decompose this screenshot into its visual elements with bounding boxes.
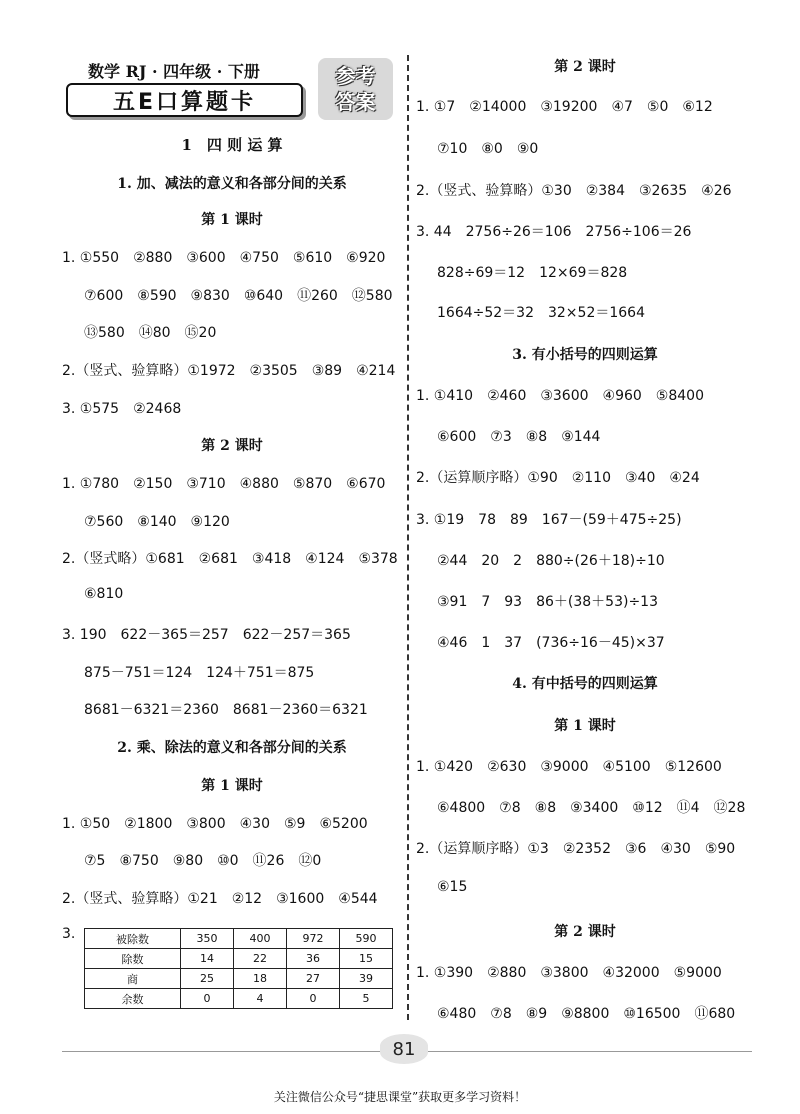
- answer-line: 2.（竖式、验算略）①21 ②12 ③1600 ④544: [62, 891, 378, 907]
- answer-line: 3. 190 622－365＝257 622－257＝365: [62, 627, 351, 643]
- answer-line: 1. ①780 ②150 ③710 ④880 ⑤870 ⑥670: [62, 476, 386, 492]
- table-cell: 590: [340, 929, 393, 949]
- answer-badge-line-1: 参考: [335, 64, 376, 88]
- answer-line: 2.（竖式略）①681 ②681 ③418 ④124 ⑤378: [62, 551, 398, 567]
- column-divider: [407, 55, 409, 1020]
- table-cell: 余数: [85, 989, 181, 1009]
- answer-line: ⑬580 ⑭80 ⑮20: [84, 325, 217, 341]
- answer-line: 2.（运算顺序略）①90 ②110 ③40 ④24: [416, 470, 700, 486]
- answer-line: 1. ①420 ②630 ③9000 ④5100 ⑤12600: [416, 759, 722, 775]
- table-row: [85, 969, 393, 989]
- answer-line: 2.（运算顺序略）①3 ②2352 ③6 ④30 ⑤90: [416, 841, 736, 857]
- table-cell: 被除数: [85, 929, 181, 949]
- table-cell: 36: [287, 949, 340, 969]
- answer-line: 828÷69＝12 12×69＝828: [437, 265, 628, 281]
- table-cell: 22: [234, 949, 287, 969]
- lesson-title: 第 2 课时: [554, 924, 616, 940]
- table-cell: 14: [181, 949, 234, 969]
- answer-line: 3. ①19 78 89 167－(59＋475÷25): [416, 512, 682, 528]
- table-cell: 4: [234, 989, 287, 1009]
- answer-line: ⑦560 ⑧140 ⑨120: [84, 514, 230, 530]
- answer-line: ④46 1 37 (736÷16－45)×37: [437, 635, 665, 651]
- answer-line: ⑦10 ⑧0 ⑨0: [437, 141, 539, 157]
- answer-line: 1. ①50 ②1800 ③800 ④30 ⑤9 ⑥5200: [62, 816, 368, 832]
- answer-line: 2.（竖式、验算略）①30 ②384 ③2635 ④26: [416, 183, 732, 199]
- table-cell: 25: [181, 969, 234, 989]
- answer-line: ⑥480 ⑦8 ⑧9 ⑨8800 ⑩16500 ⑪680: [437, 1006, 736, 1022]
- answer-line: ⑥4800 ⑦8 ⑧8 ⑨3400 ⑩12 ⑪4 ⑫28: [437, 800, 746, 816]
- table-cell: 39: [340, 969, 393, 989]
- answer-line: ⑥600 ⑦3 ⑧8 ⑨144: [437, 429, 601, 445]
- answer-line: 1664÷52＝32 32×52＝1664: [437, 305, 645, 321]
- answer-line: ②44 20 2 880÷(26＋18)÷10: [437, 553, 665, 569]
- answer-line: 2.（竖式、验算略）①1972 ②3505 ③89 ④214: [62, 363, 396, 379]
- answer-line: ⑦5 ⑧750 ⑨80 ⑩0 ⑪26 ⑫0: [84, 853, 322, 869]
- answer-line: 1. ①410 ②460 ③3600 ④960 ⑤8400: [416, 388, 704, 404]
- division-table: [84, 928, 393, 1009]
- lesson-title: 第 2 课时: [554, 59, 616, 75]
- table-cell: 商: [85, 969, 181, 989]
- table-cell: 400: [234, 929, 287, 949]
- section-title: 2. 乘、除法的意义和各部分间的关系: [117, 740, 347, 756]
- section-title: 1. 加、减法的意义和各部分间的关系: [117, 176, 347, 192]
- lesson-title: 第 1 课时: [201, 778, 263, 794]
- unit-title: 1 四 则 运 算: [181, 136, 283, 154]
- lesson-title: 第 1 课时: [201, 212, 263, 228]
- answer-badge: [318, 58, 393, 120]
- table-row: [85, 929, 393, 949]
- section-title: 4. 有中括号的四则运算: [512, 676, 658, 692]
- page-number: 81: [380, 1034, 428, 1064]
- answer-line: ⑥810: [84, 586, 124, 602]
- lesson-title: 第 2 课时: [201, 438, 263, 454]
- answer-line: ⑦600 ⑧590 ⑨830 ⑩640 ⑪260 ⑫580: [84, 288, 393, 304]
- answer-badge-line-2: 答案: [335, 90, 376, 114]
- answer-line: 1. ①7 ②14000 ③19200 ④7 ⑤0 ⑥12: [416, 99, 713, 115]
- table-cell: 0: [181, 989, 234, 1009]
- answer-line: ③91 7 93 86＋(38＋53)÷13: [437, 594, 658, 610]
- table-cell: 5: [340, 989, 393, 1009]
- footer-note: 关注微信公众号“捷思课堂”获取更多学习资料！: [273, 1090, 527, 1104]
- table-cell: 15: [340, 949, 393, 969]
- table-cell: 除数: [85, 949, 181, 969]
- table-cell: 18: [234, 969, 287, 989]
- answer-line: 875－751＝124 124＋751＝875: [84, 665, 315, 681]
- answer-line: ⑥15: [437, 879, 468, 895]
- brand-title: 五E口算题卡: [66, 83, 303, 117]
- section-title: 3. 有小括号的四则运算: [512, 347, 658, 363]
- table-cell: 972: [287, 929, 340, 949]
- table-row: [85, 949, 393, 969]
- table-cell: 27: [287, 969, 340, 989]
- answer-line: 3. ①575 ②2468: [62, 401, 182, 417]
- question-label: 3.: [62, 926, 76, 942]
- table-cell: 350: [181, 929, 234, 949]
- answer-line: 1. ①390 ②880 ③3800 ④32000 ⑤9000: [416, 965, 722, 981]
- table-cell: 0: [287, 989, 340, 1009]
- answer-line: 1. ①550 ②880 ③600 ④750 ⑤610 ⑥920: [62, 250, 386, 266]
- answer-line: 3. 44 2756÷26＝106 2756÷106＝26: [416, 224, 692, 240]
- table-row: [85, 989, 393, 1009]
- answer-line: 8681－6321＝2360 8681－2360＝6321: [84, 702, 368, 718]
- lesson-title: 第 1 课时: [554, 718, 616, 734]
- header-subject-line: 数学 RJ · 四年级 · 下册: [88, 62, 260, 81]
